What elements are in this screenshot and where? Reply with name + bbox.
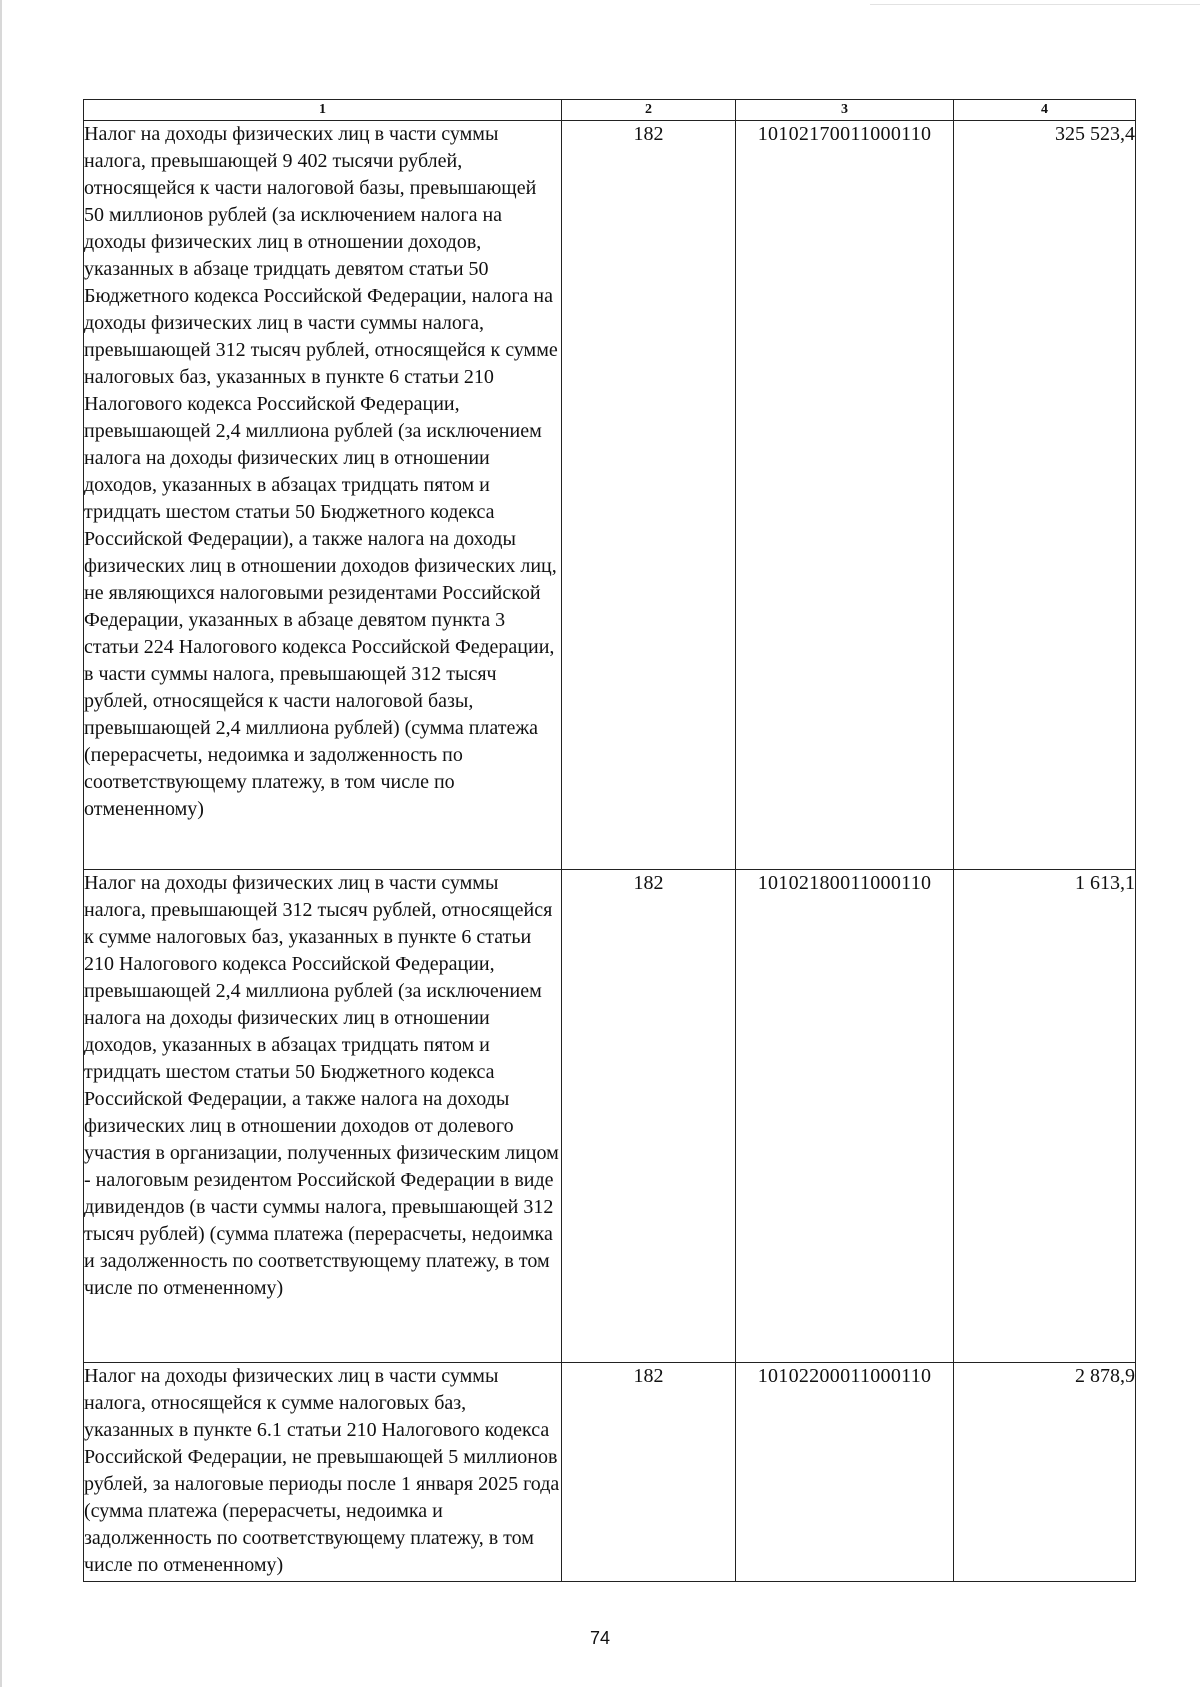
table-row xyxy=(84,1363,1136,1582)
scan-top-edge xyxy=(870,4,1200,5)
row-admin-code: 182 xyxy=(562,121,736,870)
column-header-2: 2 xyxy=(562,100,736,121)
row-description: Налог на доходы физических лиц в части суммы налога, относящейся к сумме налоговых баз, указанных в пункте 6.1 статьи 210 Налогового кодекса Российской Федерации, не превышающей 5 миллионов рублей, за налоговые периоды после 1 января 2025 года (сумма платежа (перерасчеты, недоимка и задолженность по соответствующему платежу, в том числе по отмененному) xyxy=(84,1363,562,1582)
row-admin-code: 182 xyxy=(562,870,736,1363)
row-amount: 1 613,1 xyxy=(954,870,1136,1363)
row-amount: 325 523,4 xyxy=(954,121,1136,870)
table-header-row xyxy=(84,100,1136,121)
column-header-3: 3 xyxy=(736,100,954,121)
page-number: 74 xyxy=(589,1628,611,1648)
row-budget-code: 10102170011000110 xyxy=(736,121,954,870)
budget-revenue-table xyxy=(83,99,1136,1582)
row-admin-code: 182 xyxy=(562,1363,736,1582)
column-header-1: 1 xyxy=(84,100,562,121)
table-row xyxy=(84,870,1136,1363)
row-description: Налог на доходы физических лиц в части суммы налога, превышающей 312 тысяч рублей, относящейся к сумме налоговых баз, указанных в пункте 6 статьи 210 Налогового кодекса Российской Федерации, превышающей 2,4 миллиона рублей (за исключением налога на доходы физических лиц в отношении доходов, указанных в абзацах тридцать пятом и тридцать шестом статьи 50 Бюджетного кодекса Российской Федерации, а также налога на доходы физических лиц в отношении доходов от долевого участия в организации, полученных физическим лицом - налоговым резидентом Российской Федерации в виде дивидендов (в части суммы налога, превышающей 312 тысяч рублей) (сумма платежа (перерасчеты, недоимка и задолженность по соответствующему платежу, в том числе по отмененному) xyxy=(84,870,562,1363)
scan-left-edge xyxy=(0,0,2,1687)
row-budget-code: 10102180011000110 xyxy=(736,870,954,1363)
row-description: Налог на доходы физических лиц в части суммы налога, превышающей 9 402 тысячи рублей, относящейся к части налоговой базы, превышающей 50 миллионов рублей (за исключением налога на доходы физических лиц в отношении доходов, указанных в абзаце тридцать девятом статьи 50 Бюджетного кодекса Российской Федерации, налога на доходы физических лиц в части суммы налога, превышающей 312 тысяч рублей, относящейся к сумме налоговых баз, указанных в пункте 6 статьи 210 Налогового кодекса Российской Федерации, превышающей 2,4 миллиона рублей (за исключением налога на доходы физических лиц в отношении доходов, указанных в абзацах тридцать пятом и тридцать шестом статьи 50 Бюджетного кодекса Российской Федерации), а также налога на доходы физических лиц в отношении доходов физических лиц, не являющихся налоговыми резидентами Российской Федерации, указанных в абзаце девятом пункта 3 статьи 224 Налогового кодекса Российской Федерации, в части суммы налога, превышающей 312 тысяч рублей, относящейся к части налоговой базы, превышающей 2,4 миллиона рублей) (сумма платежа (перерасчеты, недоимка и задолженность по соответствующему платежу, в том числе по отмененному) xyxy=(84,121,562,870)
row-budget-code: 10102200011000110 xyxy=(736,1363,954,1582)
column-header-4: 4 xyxy=(954,100,1136,121)
table-row xyxy=(84,121,1136,870)
row-amount: 2 878,9 xyxy=(954,1363,1136,1582)
